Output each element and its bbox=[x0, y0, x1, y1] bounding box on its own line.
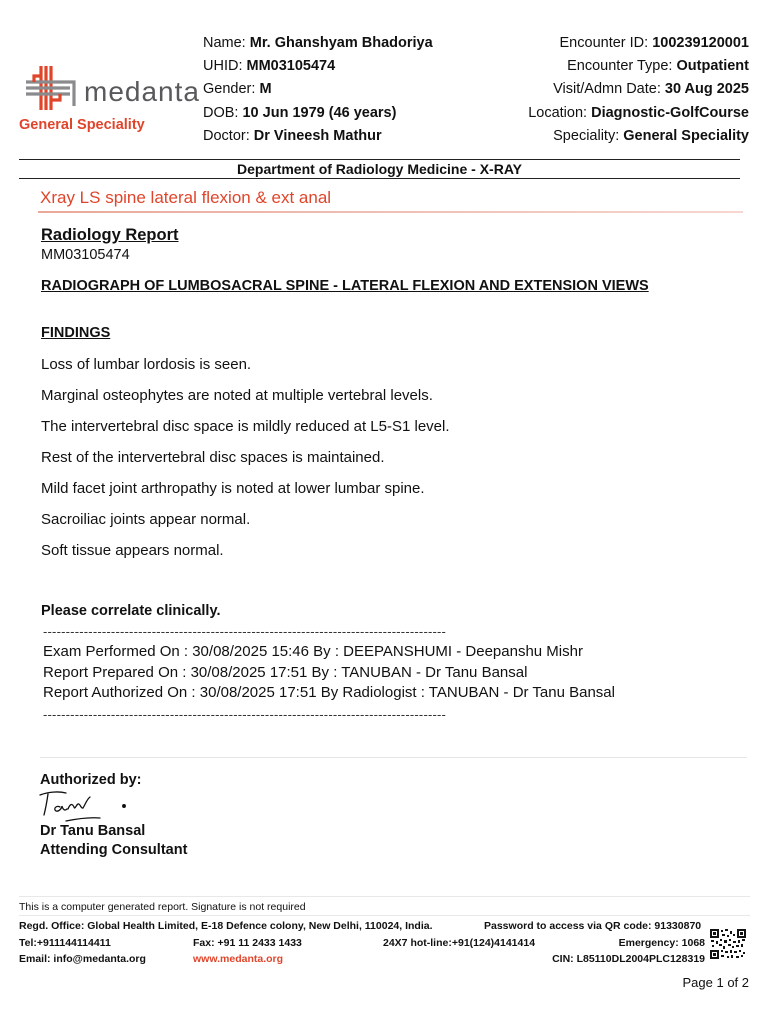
patient-uhid: MM03105474 bbox=[246, 58, 336, 74]
footer-divider bbox=[19, 896, 750, 897]
report-heading: RADIOGRAPH OF LUMBOSACRAL SPINE - LATERAL FLEXION AND EXTENSION VIEWS bbox=[41, 278, 649, 294]
telephone: Tel:+911144114411 bbox=[19, 937, 111, 949]
encounter-type: Outpatient bbox=[676, 58, 749, 74]
exam-title: Xray LS spine lateral flexion & ext anal bbox=[40, 188, 332, 207]
qr-code-icon bbox=[710, 929, 746, 959]
location-row bbox=[528, 104, 749, 122]
page-number: Page 1 of 2 bbox=[682, 975, 749, 990]
gender-label: Gender: bbox=[203, 81, 256, 97]
exam-title-underline bbox=[38, 211, 743, 213]
patient-dob: 10 Jun 1979 (46 years) bbox=[242, 105, 397, 121]
visit-date: 30 Aug 2025 bbox=[664, 81, 749, 97]
cin: CIN: L85110DL2004PLC128319 bbox=[552, 953, 705, 965]
audit-divider-bottom: ----------------------------------------------------------------------------------------- bbox=[43, 707, 447, 722]
encounter-id: 100239120001 bbox=[652, 35, 749, 51]
patient-gender-row bbox=[203, 80, 272, 98]
patient-doctor-row bbox=[203, 127, 382, 145]
computer-generated-note: This is a computer generated report. Signature is not required bbox=[19, 901, 306, 913]
finding-item: Rest of the intervertebral disc spaces is maintained. bbox=[41, 449, 385, 466]
dob-label: DOB: bbox=[203, 105, 239, 121]
finding-item: Loss of lumbar lordosis is seen. bbox=[41, 356, 252, 373]
patient-uhid-row bbox=[203, 57, 335, 75]
patient-dob-row bbox=[203, 104, 396, 122]
encounter-type-label: Encounter Type: bbox=[567, 58, 673, 74]
encounter-id-row bbox=[560, 34, 749, 52]
divider-top bbox=[19, 159, 740, 160]
exam-performed: Exam Performed On : 30/08/2025 15:46 By : DEEPANSHUMI - Deepanshu Mishr bbox=[43, 643, 583, 660]
emergency: Emergency: 1068 bbox=[618, 937, 705, 949]
divider-bottom bbox=[19, 178, 740, 179]
name-label: Name: bbox=[203, 35, 246, 51]
speciality-label: General Speciality bbox=[19, 117, 145, 133]
uhid-label: UHID: bbox=[203, 58, 243, 74]
encounter-id-label: Encounter ID: bbox=[559, 35, 649, 51]
authorizer-name: Dr Tanu Bansal bbox=[40, 823, 146, 839]
website-link[interactable]: www.medanta.org bbox=[193, 953, 284, 965]
authorized-by-label: Authorized by: bbox=[40, 772, 142, 788]
finding-item: The intervertebral disc space is mildly reduced at L5-S1 level. bbox=[41, 418, 450, 435]
patient-doctor: Dr Vineesh Mathur bbox=[253, 128, 382, 144]
email: Email: info@medanta.org bbox=[19, 953, 146, 965]
qr-password: Password to access via QR code: 91330870 bbox=[484, 920, 702, 932]
registered-office: Regd. Office: Global Health Limited, E-18 Defence colony, New Delhi, 110024, India. bbox=[19, 920, 433, 932]
footer-divider bbox=[19, 915, 750, 916]
visit-date-row bbox=[553, 80, 749, 98]
authorizer-role: Attending Consultant bbox=[40, 842, 188, 858]
patient-name: Mr. Ghanshyam Bhadoriya bbox=[249, 35, 433, 51]
findings-label: FINDINGS bbox=[41, 325, 111, 341]
department-title: Department of Radiology Medicine - X-RAY bbox=[237, 161, 522, 177]
correlate-note: Please correlate clinically. bbox=[41, 603, 221, 619]
section-divider bbox=[40, 757, 747, 758]
report-authorized: Report Authorized On : 30/08/2025 17:51 By Radiologist : TANUBAN - Dr Tanu Bansal bbox=[43, 684, 615, 701]
patient-gender: M bbox=[259, 81, 272, 97]
finding-item: Soft tissue appears normal. bbox=[41, 542, 224, 559]
fax: Fax: +91 11 2433 1433 bbox=[193, 937, 302, 949]
location: Diagnostic-GolfCourse bbox=[591, 105, 749, 121]
speciality: General Speciality bbox=[623, 128, 749, 144]
patient-name-row bbox=[203, 34, 433, 52]
report-uhid: MM03105474 bbox=[41, 247, 130, 263]
finding-item: Sacroiliac joints appear normal. bbox=[41, 511, 251, 528]
logo-wordmark: medanta bbox=[84, 76, 200, 107]
finding-item: Mild facet joint arthropathy is noted at lower lumbar spine. bbox=[41, 480, 425, 497]
visit-date-label: Visit/Admn Date: bbox=[553, 81, 661, 97]
location-label: Location: bbox=[528, 105, 588, 121]
encounter-type-row bbox=[567, 57, 749, 75]
finding-item: Marginal osteophytes are noted at multiple vertebral levels. bbox=[41, 387, 433, 404]
speciality-row bbox=[553, 127, 749, 145]
signature bbox=[38, 787, 134, 827]
report-prepared: Report Prepared On : 30/08/2025 17:51 By : TANUBAN - Dr Tanu Bansal bbox=[43, 664, 528, 681]
speciality-field-label: Speciality: bbox=[553, 128, 620, 144]
hotline: 24X7 hot-line:+91(124)4141414 bbox=[383, 937, 536, 949]
doctor-label: Doctor: bbox=[203, 128, 250, 144]
audit-divider-top: ----------------------------------------------------------------------------------------- bbox=[43, 624, 447, 639]
report-title: Radiology Report bbox=[41, 226, 179, 244]
